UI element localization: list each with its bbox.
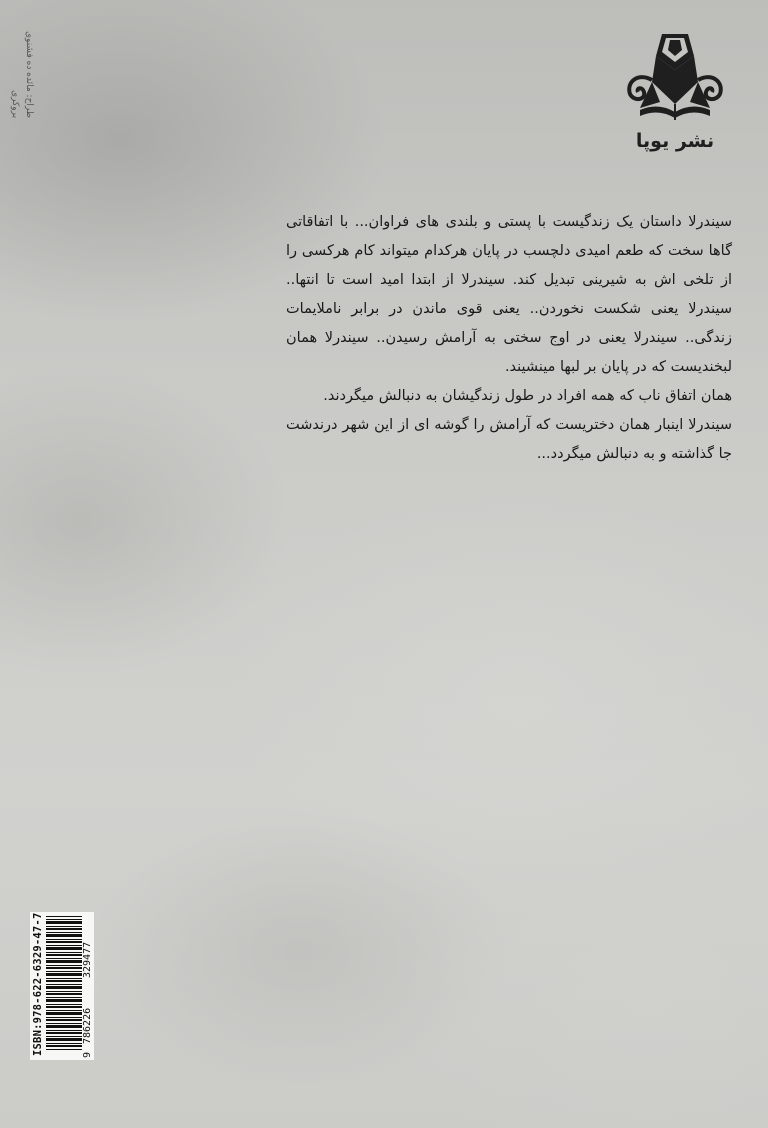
isbn-barcode [30,912,94,1060]
barcode-bars [46,916,82,1050]
fountain-pen-nib-book-logo-icon [620,30,730,130]
publisher-name: نشر یوپا [635,130,715,152]
barcode-last-group: 329477 [82,941,93,978]
designer-credit: طراح: مائده ده فشنوی بروکری [10,30,34,118]
blurb-paragraph: همان اتفاق ناب که همه افراد در طول زندگیشان به دنبالش میگردند. [323,388,732,404]
isbn-number: ISBN:978-622-6329-47-7 [32,912,44,1056]
back-cover-blurb [286,208,732,469]
blurb-paragraph: سیندرلا اینبار همان دختریست که آرامش را گوشه ای از این شهر درندشت جا گذاشته و به دنبالش میگردد... [286,417,732,462]
blurb-paragraph: سیندرلا داستان یک زندگیست با پستی و بلندی های فراوان... با اتفاقاتی گاها سخت که طعم امیدی دلچسب در پایان هرکدام میتواند کام هرکسی را از تلخی اش به شیرینی تبدیل کند. سیندرلا از ابتدا امید است تا انتها.. سیندرلا یعنی شکست نخوردن.. یعنی قوی ماندن در برابر ناملایمات زندگی.. سیندرلا یعنی در اوج سختی به آرامش رسیدن.. سیندرلا همان لبخندیست که در پایان بر لبها مینشیند. [286,214,732,375]
barcode-first-group: 786226 [82,1007,93,1044]
barcode-digits [82,914,94,1058]
barcode-lead-digit: 9 [82,1051,93,1058]
publisher-logo [620,30,730,160]
